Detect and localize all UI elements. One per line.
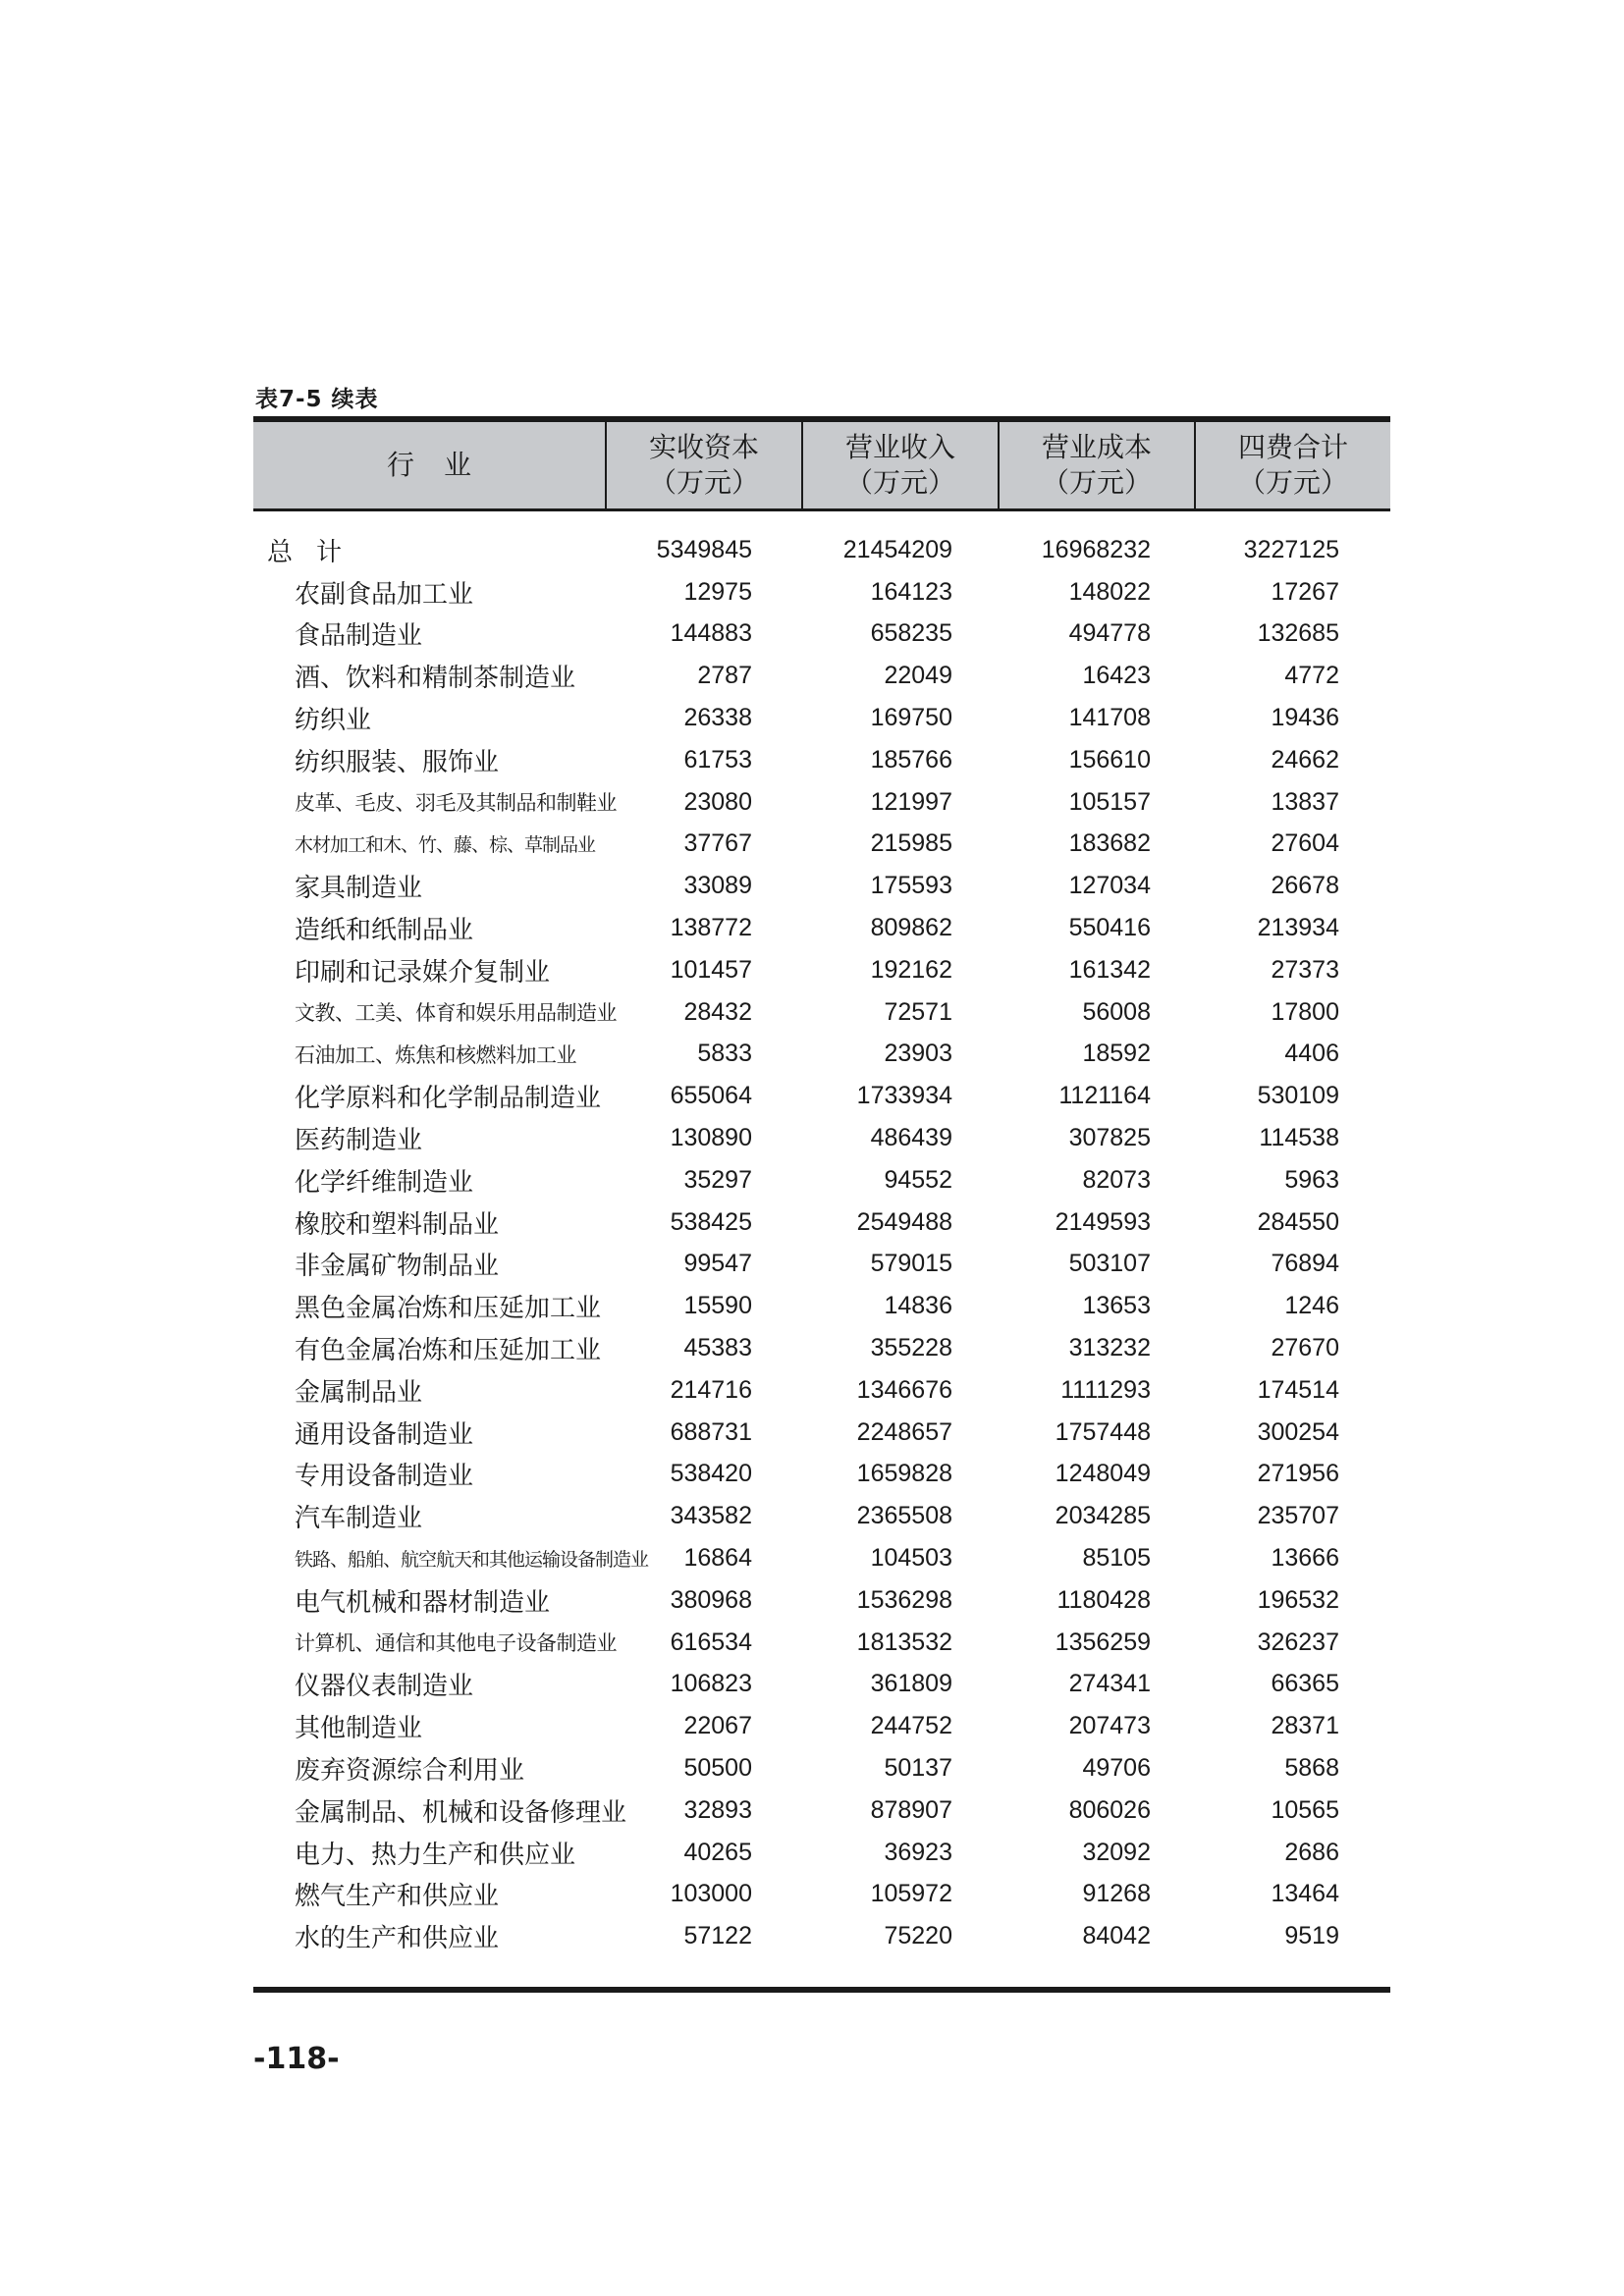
table-row xyxy=(253,1832,1390,1874)
four-expenses-value: 284550 xyxy=(1257,1207,1339,1236)
paid-in-capital-value: 16864 xyxy=(683,1544,752,1573)
four-expenses-value: 235707 xyxy=(1257,1502,1339,1530)
operating-cost-value: 1121164 xyxy=(1058,1082,1151,1110)
four-expenses-value: 17267 xyxy=(1271,577,1339,606)
four-expenses-value: 26678 xyxy=(1271,872,1339,900)
operating-revenue-value: 215985 xyxy=(870,829,952,858)
paid-in-capital-value: 2787 xyxy=(697,662,752,690)
operating-revenue-value: 355228 xyxy=(870,1334,952,1362)
operating-cost-value: 161342 xyxy=(1068,955,1151,984)
operating-cost-value: 84042 xyxy=(1082,1922,1151,1950)
table-row-total xyxy=(253,529,1390,571)
table-header xyxy=(253,422,1390,511)
industry-name: 木材加工和木、竹、藤、棕、草制品业 xyxy=(295,834,596,857)
paid-in-capital-value: 50500 xyxy=(683,1754,752,1782)
industry-name: 金属制品业 xyxy=(295,1377,423,1408)
four-expenses-value: 132685 xyxy=(1257,619,1339,648)
paid-in-capital-value: 214716 xyxy=(670,1375,752,1404)
paid-in-capital-value: 99547 xyxy=(683,1250,752,1278)
operating-revenue-value: 94552 xyxy=(884,1165,952,1194)
operating-cost-value: 1356259 xyxy=(1055,1628,1151,1656)
operating-cost-value: 82073 xyxy=(1082,1165,1151,1194)
paid-in-capital-value: 616534 xyxy=(670,1628,752,1656)
table-caption: 表7-5 续表 xyxy=(255,387,379,412)
header-paid-in-capital: 实收资本 （万元） xyxy=(605,422,801,508)
operating-cost-value: 148022 xyxy=(1068,577,1151,606)
operating-revenue-value: 23903 xyxy=(884,1040,952,1068)
table-body xyxy=(253,511,1390,1957)
paid-in-capital-value: 538425 xyxy=(670,1207,752,1236)
industry-name: 专用设备制造业 xyxy=(295,1462,474,1492)
paid-in-capital-value: 15590 xyxy=(683,1292,752,1320)
operating-cost-value: 13653 xyxy=(1082,1292,1151,1320)
table-row xyxy=(253,949,1390,991)
header-operating-cost: 营业成本 （万元） xyxy=(998,422,1194,508)
table-row xyxy=(253,1075,1390,1117)
industry-name: 纺织服装、服饰业 xyxy=(295,747,500,777)
four-expenses-value: 10565 xyxy=(1271,1795,1339,1824)
operating-revenue-value: 244752 xyxy=(870,1712,952,1740)
table-row xyxy=(253,655,1390,697)
four-expenses-value: 4772 xyxy=(1284,662,1339,690)
data-table xyxy=(253,416,1390,1993)
four-expenses-value: 2686 xyxy=(1284,1838,1339,1866)
operating-revenue-value: 658235 xyxy=(870,619,952,648)
industry-name: 铁路、船舶、航空航天和其他运输设备制造业 xyxy=(295,1549,649,1572)
industry-name: 农副食品加工业 xyxy=(295,579,474,610)
table-row xyxy=(253,739,1390,781)
operating-cost-value: 550416 xyxy=(1068,914,1151,942)
operating-revenue-value: 175593 xyxy=(870,872,952,900)
paid-in-capital-value: 28432 xyxy=(683,997,752,1026)
table-row xyxy=(253,614,1390,656)
industry-name: 有色金属冶炼和压延加工业 xyxy=(295,1336,602,1366)
header-four-expenses-total: 四费合计 （万元） xyxy=(1194,422,1390,508)
table-row xyxy=(253,1412,1390,1454)
industry-name: 家具制造业 xyxy=(295,874,423,904)
table-row xyxy=(253,1579,1390,1622)
bottom-rule xyxy=(253,1987,1390,1993)
table-row xyxy=(253,1874,1390,1916)
operating-revenue-value: 878907 xyxy=(870,1795,952,1824)
industry-name: 食品制造业 xyxy=(295,621,423,652)
paid-in-capital-value: 688731 xyxy=(670,1417,752,1446)
industry-name: 橡胶和塑料制品业 xyxy=(295,1209,500,1240)
operating-cost-value: 16968232 xyxy=(1041,535,1151,563)
operating-cost-value: 207473 xyxy=(1068,1712,1151,1740)
table-row xyxy=(253,1201,1390,1244)
industry-name: 通用设备制造业 xyxy=(295,1419,474,1450)
industry-name: 文教、工美、体育和娱乐用品制造业 xyxy=(295,1001,617,1026)
industry-name: 总计 xyxy=(267,537,366,567)
paid-in-capital-value: 23080 xyxy=(683,787,752,816)
industry-name: 其他制造业 xyxy=(295,1714,423,1744)
paid-in-capital-value: 22067 xyxy=(683,1712,752,1740)
operating-revenue-value: 22049 xyxy=(884,662,952,690)
four-expenses-value: 13837 xyxy=(1271,787,1339,816)
operating-revenue-value: 486439 xyxy=(870,1124,952,1152)
table-row xyxy=(253,781,1390,824)
table-row xyxy=(253,1789,1390,1832)
operating-revenue-value: 361809 xyxy=(870,1670,952,1698)
four-expenses-value: 76894 xyxy=(1271,1250,1339,1278)
four-expenses-value: 24662 xyxy=(1271,745,1339,774)
industry-name: 汽车制造业 xyxy=(295,1504,423,1534)
operating-revenue-value: 579015 xyxy=(870,1250,952,1278)
operating-cost-value: 313232 xyxy=(1068,1334,1151,1362)
operating-revenue-value: 14836 xyxy=(884,1292,952,1320)
header-industry: 行业 xyxy=(386,449,501,481)
paid-in-capital-value: 40265 xyxy=(683,1838,752,1866)
four-expenses-value: 66365 xyxy=(1271,1670,1339,1698)
table-row xyxy=(253,697,1390,739)
four-expenses-value: 13666 xyxy=(1271,1544,1339,1573)
paid-in-capital-value: 33089 xyxy=(683,872,752,900)
paid-in-capital-value: 101457 xyxy=(670,955,752,984)
table-row xyxy=(253,1327,1390,1369)
operating-cost-value: 2149593 xyxy=(1055,1207,1151,1236)
industry-name: 非金属矿物制品业 xyxy=(295,1252,500,1282)
table-row xyxy=(253,1285,1390,1327)
paid-in-capital-value: 144883 xyxy=(670,619,752,648)
industry-name: 酒、饮料和精制茶制造业 xyxy=(295,664,576,694)
operating-revenue-value: 164123 xyxy=(870,577,952,606)
four-expenses-value: 174514 xyxy=(1257,1375,1339,1404)
operating-cost-value: 16423 xyxy=(1082,662,1151,690)
table-row xyxy=(253,1495,1390,1537)
industry-name: 废弃资源综合利用业 xyxy=(295,1756,525,1786)
operating-revenue-value: 1813532 xyxy=(856,1628,952,1656)
operating-cost-value: 91268 xyxy=(1082,1880,1151,1908)
paid-in-capital-value: 103000 xyxy=(670,1880,752,1908)
industry-name: 造纸和纸制品业 xyxy=(295,916,474,946)
table-row xyxy=(253,1664,1390,1706)
table-row xyxy=(253,907,1390,949)
four-expenses-value: 5963 xyxy=(1284,1165,1339,1194)
operating-revenue-value: 121997 xyxy=(870,787,952,816)
operating-cost-value: 141708 xyxy=(1068,704,1151,732)
operating-revenue-value: 2248657 xyxy=(856,1417,952,1446)
operating-cost-value: 1180428 xyxy=(1056,1585,1151,1614)
four-expenses-value: 271956 xyxy=(1257,1460,1339,1488)
operating-cost-value: 307825 xyxy=(1068,1124,1151,1152)
table-row xyxy=(253,1369,1390,1412)
industry-name: 印刷和记录媒介复制业 xyxy=(295,957,551,988)
paid-in-capital-value: 35297 xyxy=(683,1165,752,1194)
operating-cost-value: 1111293 xyxy=(1060,1375,1151,1404)
table-row xyxy=(253,1244,1390,1286)
paid-in-capital-value: 26338 xyxy=(683,704,752,732)
operating-cost-value: 183682 xyxy=(1068,829,1151,858)
four-expenses-value: 4406 xyxy=(1284,1040,1339,1068)
table-row xyxy=(253,1747,1390,1789)
industry-name: 电气机械和器材制造业 xyxy=(295,1587,551,1618)
operating-cost-value: 274341 xyxy=(1068,1670,1151,1698)
operating-revenue-value: 169750 xyxy=(870,704,952,732)
operating-revenue-value: 1346676 xyxy=(856,1375,952,1404)
table-row xyxy=(253,991,1390,1034)
page-number: -118- xyxy=(253,2042,340,2076)
paid-in-capital-value: 57122 xyxy=(683,1922,752,1950)
table-row xyxy=(253,1159,1390,1201)
four-expenses-value: 196532 xyxy=(1257,1585,1339,1614)
operating-revenue-value: 105972 xyxy=(870,1880,952,1908)
four-expenses-value: 28371 xyxy=(1271,1712,1339,1740)
table-row xyxy=(253,1915,1390,1957)
table-row xyxy=(253,1537,1390,1579)
paid-in-capital-value: 12975 xyxy=(683,577,752,606)
table-row xyxy=(253,1622,1390,1664)
operating-revenue-value: 2365508 xyxy=(856,1502,952,1530)
four-expenses-value: 27604 xyxy=(1271,829,1339,858)
header-operating-revenue: 营业收入 （万元） xyxy=(801,422,998,508)
industry-name: 石油加工、炼焦和核燃料加工业 xyxy=(295,1042,576,1067)
industry-name: 黑色金属冶炼和压延加工业 xyxy=(295,1294,602,1324)
four-expenses-value: 5868 xyxy=(1284,1754,1339,1782)
four-expenses-value: 9519 xyxy=(1284,1922,1339,1950)
operating-cost-value: 503107 xyxy=(1068,1250,1151,1278)
operating-revenue-value: 192162 xyxy=(870,955,952,984)
four-expenses-value: 213934 xyxy=(1257,914,1339,942)
paid-in-capital-value: 138772 xyxy=(670,914,752,942)
paid-in-capital-value: 61753 xyxy=(683,745,752,774)
paid-in-capital-value: 655064 xyxy=(670,1082,752,1110)
table-row xyxy=(253,571,1390,614)
four-expenses-value: 300254 xyxy=(1257,1417,1339,1446)
operating-revenue-value: 50137 xyxy=(884,1754,952,1782)
paid-in-capital-value: 380968 xyxy=(670,1585,752,1614)
paid-in-capital-value: 45383 xyxy=(683,1334,752,1362)
operating-cost-value: 156610 xyxy=(1068,745,1151,774)
four-expenses-value: 13464 xyxy=(1271,1880,1339,1908)
table-row xyxy=(253,865,1390,907)
operating-cost-value: 1757448 xyxy=(1055,1417,1151,1446)
industry-name: 皮革、毛皮、羽毛及其制品和制鞋业 xyxy=(295,791,617,816)
industry-name: 化学原料和化学制品制造业 xyxy=(295,1084,602,1114)
operating-cost-value: 32092 xyxy=(1082,1838,1151,1866)
industry-name: 仪器仪表制造业 xyxy=(295,1672,474,1702)
four-expenses-value: 27670 xyxy=(1271,1334,1339,1362)
table-row xyxy=(253,1705,1390,1747)
industry-name: 纺织业 xyxy=(295,706,372,736)
four-expenses-value: 114538 xyxy=(1259,1124,1339,1152)
operating-revenue-value: 185766 xyxy=(870,745,952,774)
operating-cost-value: 1248049 xyxy=(1055,1460,1151,1488)
operating-cost-value: 806026 xyxy=(1068,1795,1151,1824)
industry-name: 计算机、通信和其他电子设备制造业 xyxy=(295,1631,617,1656)
paid-in-capital-value: 5349845 xyxy=(656,535,752,563)
operating-revenue-value: 1659828 xyxy=(856,1460,952,1488)
four-expenses-value: 530109 xyxy=(1257,1082,1339,1110)
paid-in-capital-value: 130890 xyxy=(670,1124,752,1152)
industry-name: 水的生产和供应业 xyxy=(295,1924,500,1954)
four-expenses-value: 326237 xyxy=(1257,1628,1339,1656)
operating-revenue-value: 36923 xyxy=(884,1838,952,1866)
industry-name: 金属制品、机械和设备修理业 xyxy=(295,1797,627,1828)
four-expenses-value: 19436 xyxy=(1271,704,1339,732)
operating-revenue-value: 1733934 xyxy=(856,1082,952,1110)
paid-in-capital-value: 106823 xyxy=(670,1670,752,1698)
table-row xyxy=(253,1034,1390,1076)
table-row xyxy=(253,824,1390,866)
operating-cost-value: 56008 xyxy=(1082,997,1151,1026)
operating-cost-value: 127034 xyxy=(1068,872,1151,900)
operating-cost-value: 49706 xyxy=(1082,1754,1151,1782)
paid-in-capital-value: 538420 xyxy=(670,1460,752,1488)
operating-cost-value: 105157 xyxy=(1068,787,1151,816)
operating-cost-value: 2034285 xyxy=(1055,1502,1151,1530)
four-expenses-value: 27373 xyxy=(1271,955,1339,984)
industry-name: 燃气生产和供应业 xyxy=(295,1882,500,1912)
four-expenses-value: 3227125 xyxy=(1243,535,1339,563)
industry-name: 医药制造业 xyxy=(295,1126,423,1156)
table-row xyxy=(253,1117,1390,1159)
paid-in-capital-value: 32893 xyxy=(683,1795,752,1824)
paid-in-capital-value: 343582 xyxy=(670,1502,752,1530)
operating-cost-value: 18592 xyxy=(1082,1040,1151,1068)
table-row xyxy=(253,1454,1390,1496)
operating-revenue-value: 2549488 xyxy=(856,1207,952,1236)
operating-revenue-value: 809862 xyxy=(870,914,952,942)
four-expenses-value: 1246 xyxy=(1284,1292,1339,1320)
paid-in-capital-value: 37767 xyxy=(683,829,752,858)
operating-revenue-value: 72571 xyxy=(884,997,952,1026)
industry-name: 化学纤维制造业 xyxy=(295,1167,474,1198)
operating-revenue-value: 21454209 xyxy=(842,535,952,563)
operating-revenue-value: 75220 xyxy=(884,1922,952,1950)
industry-name: 电力、热力生产和供应业 xyxy=(295,1840,576,1870)
operating-revenue-value: 104503 xyxy=(870,1544,952,1573)
operating-revenue-value: 1536298 xyxy=(856,1585,952,1614)
paid-in-capital-value: 5833 xyxy=(697,1040,752,1068)
operating-cost-value: 494778 xyxy=(1068,619,1151,648)
operating-cost-value: 85105 xyxy=(1082,1544,1151,1573)
four-expenses-value: 17800 xyxy=(1271,997,1339,1026)
